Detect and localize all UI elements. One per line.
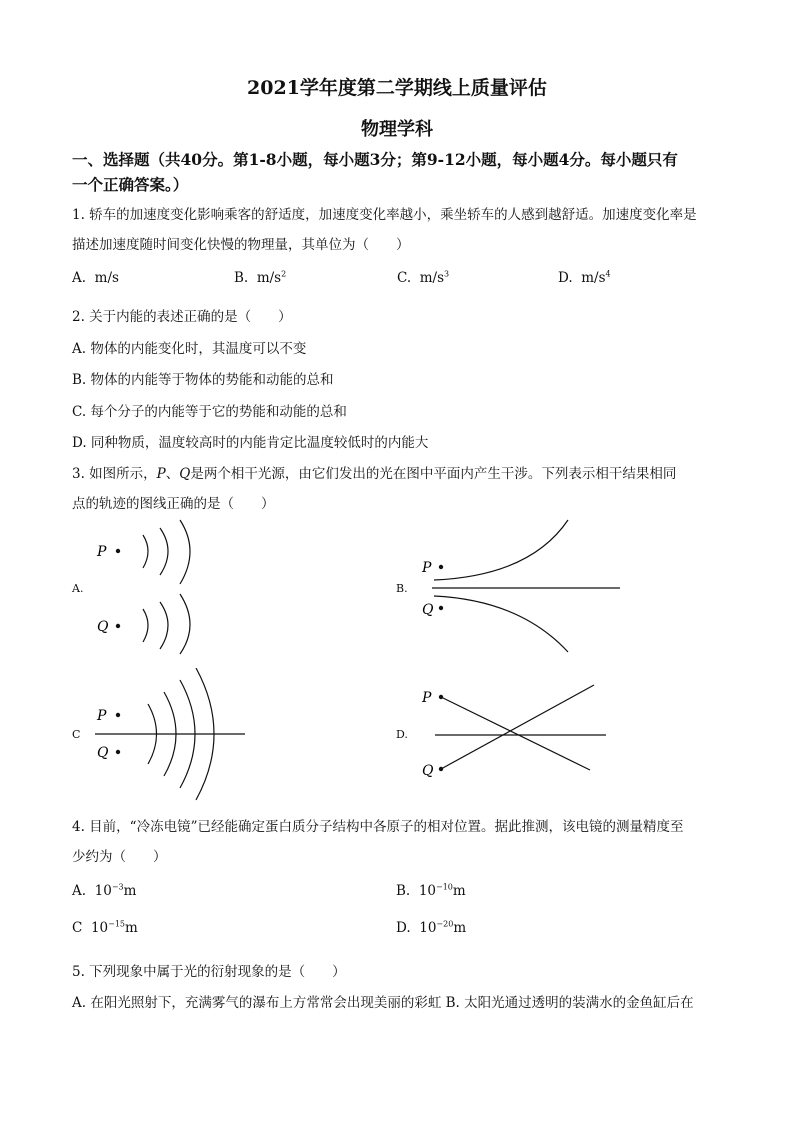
q4-option-a: A. $10^{-3}m$ — [72, 882, 137, 899]
subject-title: 物理学科 — [361, 119, 433, 140]
label-q: Q — [422, 602, 434, 618]
q4-option-b: B. $10^{-10}m$ — [396, 882, 466, 899]
arc-p-2 — [160, 528, 168, 575]
q1-option-c: C. $m/s^3$ — [397, 269, 450, 286]
q2-stem: 2. 关于内能的表述正确的是（ ） — [72, 309, 292, 325]
source-p-dot — [439, 565, 443, 569]
label-p: P — [97, 708, 107, 724]
arc-p-1 — [143, 535, 148, 568]
source-q-dot — [116, 750, 120, 754]
q1-stem-line2: 描述加速度随时间变化快慢的物理量，其单位为（ ） — [72, 237, 410, 253]
page-title: 2021学年度第二学期线上质量评估 — [247, 77, 547, 99]
figure-a-label: A. — [72, 582, 84, 595]
label-q: Q — [97, 619, 109, 635]
q4-option-c: C $10^{-15}m$ — [72, 919, 138, 936]
line-from-p — [441, 697, 590, 770]
arc-q-3 — [180, 594, 190, 654]
section-heading-line1: 一、选择题（共40分。第1-8小题，每小题3分；第9-12小题，每小题4分。每小题只有 — [72, 150, 678, 169]
section-heading-line2: 一个正确答案。） — [72, 175, 189, 194]
q4-option-d: D. $10^{-20}m$ — [396, 919, 467, 936]
label-p: P — [97, 544, 107, 560]
hyperbola-lower — [434, 596, 568, 652]
q2-option-b: B. 物体的内能等于物体的势能和动能的总和 — [72, 372, 334, 388]
q4-stem-line2: 少约为（ ） — [72, 849, 167, 865]
q2-option-a: A. 物体的内能变化时，其温度可以不变 — [72, 341, 307, 357]
q1-option-a: A. m/s — [72, 270, 119, 286]
arc-q-2 — [160, 602, 168, 649]
figure-b-label: B. — [396, 582, 408, 595]
q3-stem-line1: 3. 如图所示，P、Q是两个相干光源，由它们发出的光在图中平面内产生干涉。下列表示相干结果相同 — [72, 466, 677, 482]
q1-stem-line1: 1. 轿车的加速度变化影响乘客的舒适度，加速度变化率越小，乘坐轿车的人感到越舒适。加速度变化率是 — [72, 207, 697, 223]
arc-q-1 — [143, 609, 148, 642]
source-q-dot — [439, 606, 443, 610]
label-q: Q — [97, 745, 109, 761]
label-p: P — [422, 560, 432, 576]
source-p-dot — [116, 549, 120, 553]
arc-p-3 — [180, 520, 190, 584]
line-from-q — [441, 685, 594, 769]
figure-c-label: C — [72, 728, 81, 741]
figure-b — [410, 518, 630, 658]
q5-stem: 5. 下列现象中属于光的衍射现象的是（ ） — [72, 964, 346, 980]
figure-c — [60, 668, 260, 804]
label-p: P — [422, 690, 432, 706]
q1-option-d: D. $m/s^4$ — [558, 269, 611, 286]
q2-option-c: C. 每个分子的内能等于它的势能和动能的总和 — [72, 404, 347, 420]
hyperbola-upper — [434, 520, 568, 580]
q4-stem-line1: 4. 目前，“冷冻电镜”已经能确定蛋白质分子结构中各原子的相对位置。据此推测，该电镜的测量精度至 — [72, 819, 684, 835]
q5-options-line: A. 在阳光照射下，充满雾气的瀑布上方常常会出现美丽的彩虹 B. 太阳光通过透明的装满水的金鱼缸后在 — [72, 995, 694, 1011]
q2-option-d: D. 同种物质，温度较高时的内能肯定比温度较低时的内能大 — [72, 435, 429, 451]
label-q: Q — [422, 763, 434, 779]
figure-d — [410, 682, 620, 782]
source-q-dot — [116, 624, 120, 628]
figure-d-label: D. — [396, 728, 408, 741]
figure-a — [60, 518, 220, 658]
source-p-dot — [116, 713, 120, 717]
q1-option-b: B. $m/s^2$ — [234, 269, 287, 286]
q3-stem-line2: 点的轨迹的图线正确的是（ ） — [72, 496, 275, 512]
